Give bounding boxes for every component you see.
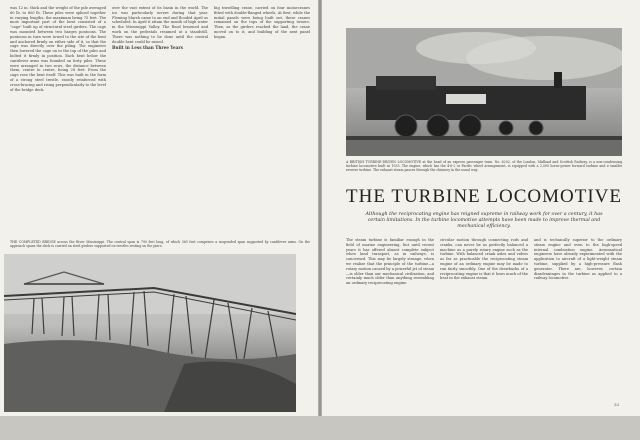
- scanner-bed: [0, 416, 640, 440]
- left-text-columns: [10, 6, 310, 236]
- right-column-3: [534, 238, 622, 394]
- section-subhead: Built in Less than Three Years: [112, 45, 183, 51]
- left-column-3: [214, 6, 310, 236]
- right-column-2: [440, 238, 528, 394]
- left-column-1: [10, 6, 106, 236]
- locomotive-photo: [346, 28, 622, 156]
- left-page: [0, 0, 318, 416]
- left-column-2: [112, 6, 208, 236]
- page-number: 33: [614, 402, 620, 407]
- column-text: big travelling crane, carried on four motorcranes fitted with double-flanged wheels. At first, while the initial panels were being built out, these cranes remained on the tops of the supporting towers. Then, as the girders reached the land, the crane moved on to it, and building of the next panel began.: [214, 6, 310, 39]
- right-text-columns: [346, 238, 622, 394]
- column-text: over the vast extent of its basin in the world. The ice was particularly severe during that year. Fleming Marsh came to an end and flooded April as scheduled. In April it attain the month of high water in the Mississippi Valley. The flood lessened and work on the pedestals resumed at a standstill. There was nothing to be done until the central double bent could be raised.: [112, 6, 208, 44]
- column-text: The steam turbine is familiar enough in the field of marine engineering, but until recent years it has offered almost complete subject when land transport, as in railways, is concerned. This may be largely strange, when we realize that the principle of the turbine—a rotary motion caused by a powerful jet of steam—is older than our mechanical civilization, and certainly much older than anything resembling an ordinary reciprocating engine.: [346, 238, 434, 286]
- column-text: circular motion through connecting rods and cranks, can never be as perfectly balanced a machine as a purely rotary engine such as the turbine. With balanced crank axles and valves as far as practicable the reciprocating steam engine of an ordinary engine may be made to run fairly smoothly. One of the drawbacks of a reciprocating engine is that it loses much of the heat in the exhaust steam.: [440, 238, 528, 281]
- column-text: was 12 in. thick and the weight of the pile averaged 60 lb. to 800 lb. These piles were spliced together in varying lengths, the maximum being 75 feet. The most important part of the bent consisted of a "cage" built up of structural steel girders. The cage was mounted between two barges pontoons. The pontoons in turn were towed to the site of the bent and anchored firmly on either side of it, so that the cage was directly over the piling. The engineers then lowered the cage on to the top of the piles and bolted it firmly in position. Each bent below the cantilever arms was founded on forty piles. These were arranged in two rows, the distance between them, centre to centre, being 28 feet. From the cage rose the bent itself. This was built in the form of a strong steel trestle, stoutly reinforced with cross-bracing and rising perpendicularly to the level of the bridge deck.: [10, 6, 106, 92]
- locomotive-photo-caption: A BRITISH TURBINE-DRIVEN LOCOMOTIVE at the head of an express passenger train. No. 6202, of the London, Midland and Scottish Railway, is a non-condensing turbine locomotive built in 1935. The engine, which has the 4-6-2 or Pacific wheel arrangement, is equipped with a 2,000 horse-power forward turbine and a smaller reverse turbine. The exhaust steam passes through the chimney in the usual way.: [346, 160, 622, 173]
- bridge-photo: [4, 254, 296, 412]
- article-title: THE TURBINE LOCOMOTIVE: [346, 186, 623, 207]
- right-column-1: [346, 238, 434, 394]
- column-text: and is technically superior to the ordinary steam engine and even to the high-speed internal combustion engine. Aeronautical engineers have already experimented with the application to aircraft of a light-weight steam turbine, supplied by a high-pressure flash generator. There are, however, certain disadvantages in the turbine as applied to a railway locomotive.: [534, 238, 622, 281]
- article-standfirst: Although the reciprocating engine has reigned supreme in railway work for over a century, it has certain limitations. In the turbine locomotive attempts have been made to improve thermal and mechanical efficiency.: [365, 212, 603, 229]
- bridge-photo-caption: THE COMPLETED BRIDGE across the River Mississippi. The central span is 790 feet long, of which 365 feet comprises a suspended span supported by cantilever arms. On the approach spans the deck is carried on steel girders supported on trestles resting on the piers.: [10, 240, 310, 249]
- right-page: [322, 0, 640, 416]
